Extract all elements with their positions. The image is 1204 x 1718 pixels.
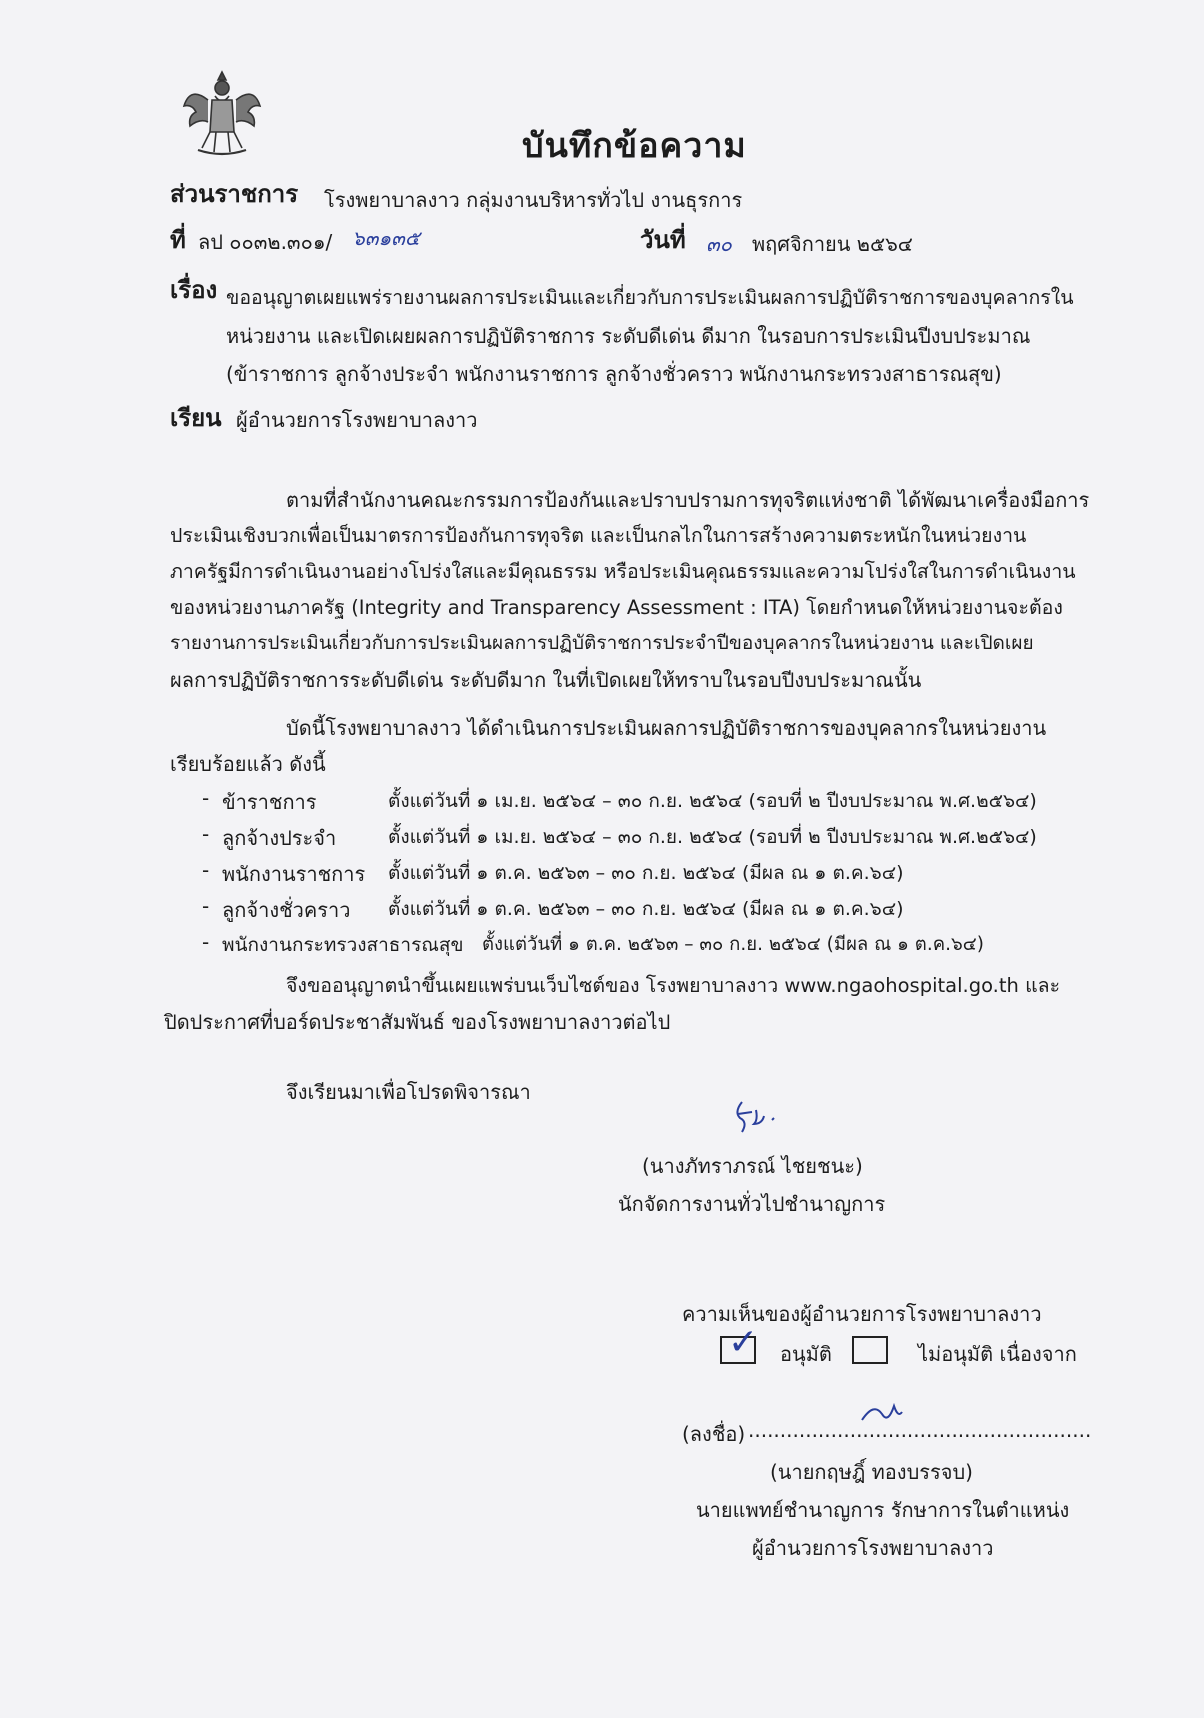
list-item-name: ข้าราชการ — [222, 790, 317, 814]
ref-value: ลป ๐๐๓๒.๓๐๑/ — [198, 230, 333, 254]
director-position: นายแพทย์ชำนาญการ รักษาการในตำแหน่ง — [696, 1498, 1070, 1522]
signer-position: นักจัดการงานทั่วไปชำนาญการ — [618, 1192, 886, 1216]
subject-label: เรื่อง — [170, 276, 218, 304]
list-item-period: ตั้งแต่วันที่ ๑ ต.ค. ๒๕๖๓ – ๓๐ ก.ย. ๒๕๖๔ (มีผล ณ ๑ ต.ค.๖๔) — [388, 898, 904, 920]
list-item-name: พนักงานกระทรวงสาธารณสุข — [222, 934, 464, 956]
para1-line-4: ของหน่วยงานภาครัฐ (Integrity and Transparency Assessment : ITA) โดยกำหนดให้หน่วยงานจะต้อง — [170, 596, 1063, 619]
date-value: พฤศจิกายน ๒๕๖๔ — [752, 232, 913, 256]
director-name: (นายกฤษฎิ์ ทองบรรจบ) — [770, 1460, 973, 1484]
para3-line-2: ปิดประกาศที่บอร์ดประชาสัมพันธ์ ของโรงพยาบาลงาวต่อไป — [164, 1010, 671, 1034]
to-value: ผู้อำนวยการโรงพยาบาลงาว — [236, 408, 478, 432]
reject-label: ไม่อนุมัติ เนื่องจาก — [918, 1342, 1077, 1366]
para2-line-2: เรียบร้อยแล้ว ดังนี้ — [170, 752, 326, 776]
para3-line-1: จึงขออนุญาตนำขึ้นเผยแพร่บนเว็บไซต์ของ โรงพยาบาลงาว www.ngaohospital.go.th และ — [286, 974, 1061, 997]
closing-text: จึงเรียนมาเพื่อโปรดพิจารณา — [286, 1080, 531, 1104]
handwritten-signature — [728, 1098, 792, 1138]
check-mark-icon: ✓ — [728, 1322, 759, 1363]
para1-line-5: รายงานการประเมินเกี่ยวกับการประเมินผลการปฏิบัติราชการประจำปีของบุคลากรในหน่วยงาน และเปิดเผย — [170, 632, 1034, 654]
agency-label: ส่วนราชการ — [170, 180, 299, 208]
list-item-dash: - — [202, 822, 210, 846]
subject-line-2: หน่วยงาน และเปิดเผยผลการปฏิบัติราชการ ระดับดีเด่น ดีมาก ในรอบการประเมินปีงบประมาณ — [226, 324, 1031, 348]
garuda-emblem-icon — [178, 66, 266, 162]
list-item-dash: - — [202, 858, 210, 882]
approval-heading: ความเห็นของผู้อำนวยการโรงพยาบาลงาว — [682, 1302, 1042, 1326]
memo-title: บันทึกข้อความ — [522, 126, 747, 166]
list-item-period: ตั้งแต่วันที่ ๑ เม.ย. ๒๕๖๔ – ๓๐ ก.ย. ๒๕๖๔ (รอบที่ ๒ ปีงบประมาณ พ.ศ.๒๕๖๔) — [388, 826, 1037, 848]
date-label: วันที่ — [640, 226, 686, 254]
list-item-dash: - — [202, 930, 210, 954]
director-position-2: ผู้อำนวยการโรงพยาบาลงาว — [752, 1536, 994, 1560]
para1-line-6: ผลการปฏิบัติราชการระดับดีเด่น ระดับดีมาก ในที่เปิดเผยให้ทราบในรอบปีงบประมาณนั้น — [170, 668, 922, 692]
to-label: เรียน — [170, 404, 222, 432]
para2-line-1: บัดนี้โรงพยาบาลงาว ได้ดำเนินการประเมินผลการปฏิบัติราชการของบุคลากรในหน่วยงาน — [286, 716, 1047, 740]
sign-dotted-line: ...................................................... — [748, 1418, 1092, 1442]
list-item-name: ลูกจ้างประจำ — [222, 826, 337, 850]
date-day: ๓๐ — [706, 232, 732, 256]
reject-checkbox[interactable] — [852, 1336, 888, 1364]
ref-handwritten: ๖๓๑๓๕ — [352, 226, 420, 250]
agency-value: โรงพยาบาลงาว กลุ่มงานบริหารทั่วไป งานธุรการ — [324, 188, 743, 212]
list-item-name: ลูกจ้างชั่วคราว — [222, 898, 351, 922]
para1-line-2: ประเมินเชิงบวกเพื่อเป็นมาตรการป้องกันการทุจริต และเป็นกลไกในการสร้างความตระหนักในหน่วยงาน — [170, 524, 1027, 547]
list-item-period: ตั้งแต่วันที่ ๑ ต.ค. ๒๕๖๓ – ๓๐ ก.ย. ๒๕๖๔ (มีผล ณ ๑ ต.ค.๖๔) — [388, 862, 904, 884]
list-item-dash: - — [202, 894, 210, 918]
para1-line-3: ภาครัฐมีการดำเนินงานอย่างโปร่งใสและมีคุณธรรม หรือประเมินคุณธรรมและความโปร่งใสในการดำเนินงาน — [170, 560, 1076, 583]
ref-label: ที่ — [170, 226, 186, 254]
subject-line-3: (ข้าราชการ ลูกจ้างประจำ พนักงานราชการ ลูกจ้างชั่วคราว พนักงานกระทรวงสาธารณสุข) — [226, 362, 1002, 386]
director-signature — [858, 1398, 906, 1428]
sign-label: (ลงชื่อ) — [682, 1422, 746, 1446]
list-item-period: ตั้งแต่วันที่ ๑ เม.ย. ๒๕๖๔ – ๓๐ ก.ย. ๒๕๖๔ (รอบที่ ๒ ปีงบประมาณ พ.ศ.๒๕๖๔) — [388, 790, 1037, 812]
list-item-name: พนักงานราชการ — [222, 862, 366, 886]
list-item-period: ตั้งแต่วันที่ ๑ ต.ค. ๒๕๖๓ – ๓๐ ก.ย. ๒๕๖๔ (มีผล ณ ๑ ต.ค.๖๔) — [482, 934, 984, 955]
subject-line-1: ขออนุญาตเผยแพร่รายงานผลการประเมินและเกี่ยวกับการประเมินผลการปฏิบัติราชการของบุคลากรใน — [226, 286, 1074, 309]
signer-name: (นางภัทราภรณ์ ไชยชนะ) — [642, 1154, 863, 1178]
approve-label: อนุมัติ — [780, 1342, 832, 1366]
list-item-dash: - — [202, 786, 210, 810]
para1-line-1: ตามที่สำนักงานคณะกรรมการป้องกันและปราบปรามการทุจริตแห่งชาติ ได้พัฒนาเครื่องมือการ — [286, 488, 1090, 512]
